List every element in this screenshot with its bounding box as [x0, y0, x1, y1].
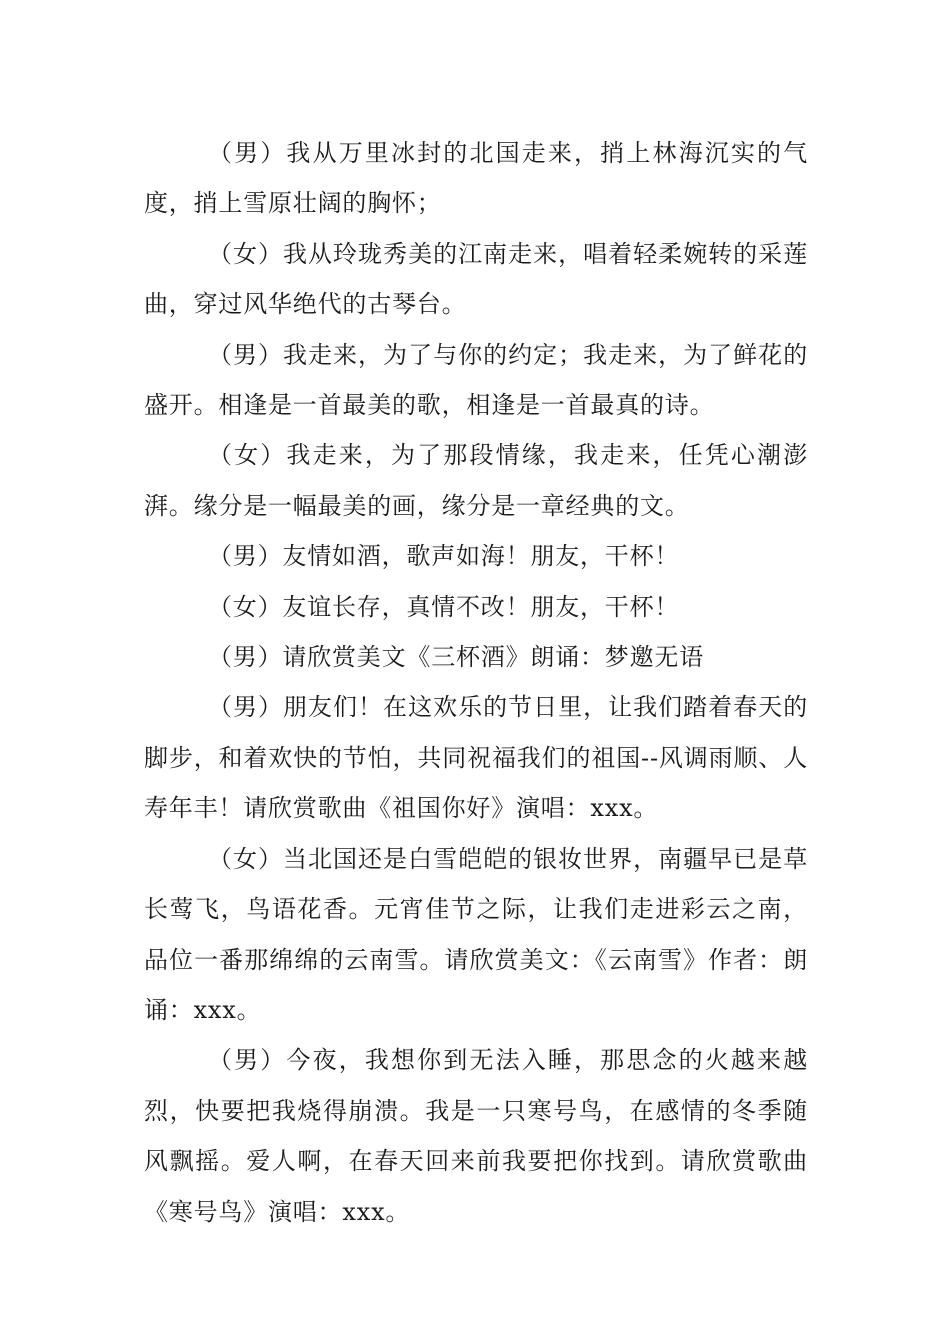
document-body [144, 128, 808, 1237]
paragraph: （女）我走来，为了那段情缘，我走来，任凭心潮澎湃。缘分是一幅最美的画，缘分是一章经典的文。 [144, 441, 808, 520]
paragraph: （男）今夜，我想你到无法入睡，那思念的火越来越烈，快要把我烧得崩溃。我是一只寒号鸟，在感情的冬季随风飘摇。爱人啊，在春天回来前我要把你找到。请欣赏歌曲《寒号鸟》演唱：xxx。 [144, 1046, 808, 1226]
paragraph: （女）友谊长存，真情不改！朋友，干杯！ [208, 592, 680, 621]
paragraph: （女）我从玲珑秀美的江南走来，唱着轻柔婉转的采莲曲，穿过风华绝代的古琴台。 [144, 239, 808, 319]
paragraph: （男）友情如酒，歌声如海！朋友，干杯！ [208, 542, 680, 571]
paragraph: （女）当北国还是白雪皑皑的银妆世界，南疆早已是草长莺飞，鸟语花香。元宵佳节之际，让我们走进彩云之南，品位一番那绵绵的云南雪。请欣赏美文：《云南雪》作者：朗诵：xxx。 [144, 844, 808, 1024]
paragraph: （男）请欣赏美文《三杯酒》朗诵：梦邀无语 [208, 643, 704, 672]
paragraph: （男）我走来，为了与你的约定；我走来，为了鲜花的盛开。相逢是一首最美的歌，相逢是一首最真的诗。 [144, 340, 808, 420]
paragraph: （男）我从万里冰封的北国走来，捎上林海沉实的气度，捎上雪原壮阔的胸怀； [144, 139, 808, 218]
paragraph: （男）朋友们！在这欢乐的节日里，让我们踏着春天的脚步，和着欢快的节怕，共同祝福我们的祖国--风调雨顺、人寿年丰！请欣赏歌曲《祖国你好》演唱：xxx。 [144, 693, 808, 823]
